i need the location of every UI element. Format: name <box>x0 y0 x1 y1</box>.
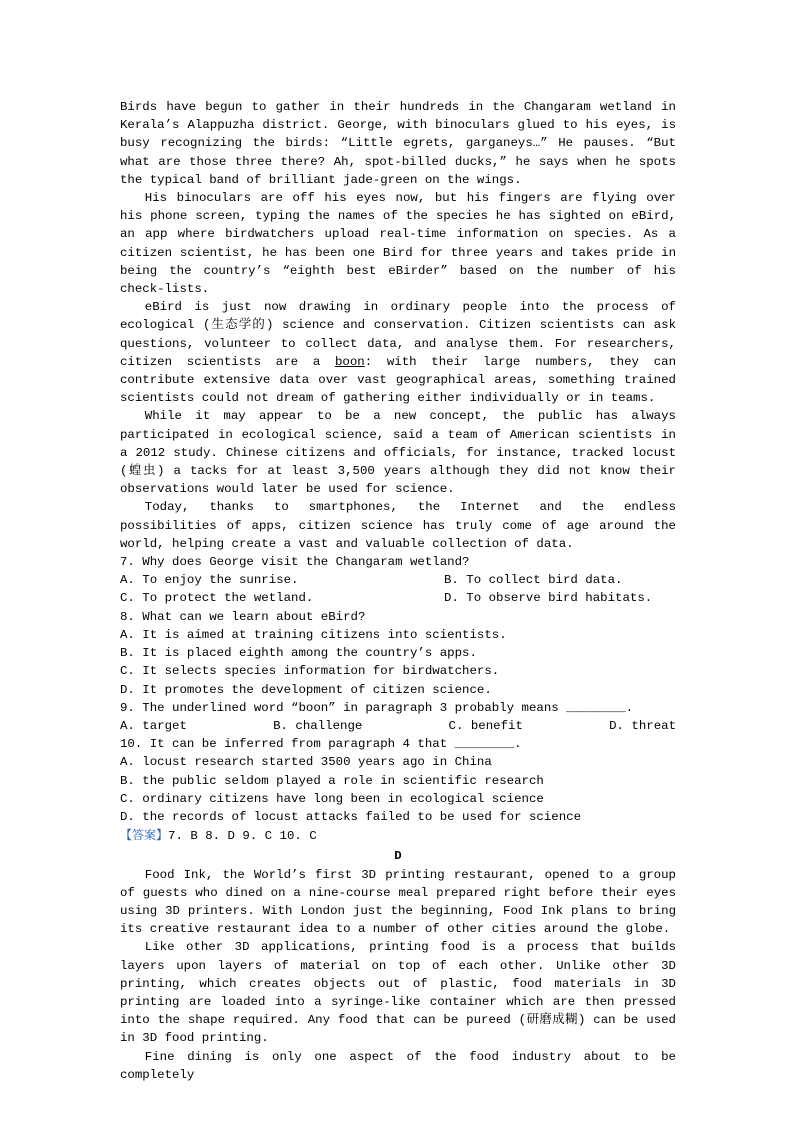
paragraph-3-text-before: eBird is just now drawing in ordinary people into the process of ecological (生态学的) science and conservation. Citizen scientists can ask questions, volunteer to collect data, and analyse them. For researchers, citizen scientists are a <box>120 300 676 369</box>
option-b: B. challenge <box>273 718 363 733</box>
option-d: D. To observe bird habitats. <box>444 591 653 606</box>
option-c: C. benefit <box>448 718 523 733</box>
section-heading: D <box>394 849 402 864</box>
underlined-word-boon: boon <box>334 354 365 369</box>
option-a: A. locust research started 3500 years ago in China <box>120 755 492 770</box>
option-b: B. To collect bird data. <box>444 573 623 588</box>
paragraph-3-text-after: : with their large numbers, they can contribute extensive data over vast geographical areas, something trained scientists could not dream of gathering either individually or in teams. <box>120 354 677 406</box>
passage-d-paragraph-1: Food Ink, the World’s first 3D printing restaurant, opened to a group of guests who dined on a nine-course meal prepared right before their eyes using 3D printers. With London just the beginning, Food Ink plans to bring its creative restaurant idea to a number of other cities around the globe. <box>120 867 676 937</box>
answer-tag: 【答案】 <box>120 828 169 843</box>
question-stem: 9. The underlined word “boon” in paragraph 3 probably means ________. <box>120 700 634 715</box>
passage-d-paragraph-2: Like other 3D applications, printing food is a process that builds layers upon layers of material on top of each other. Unlike other 3D printing, which creates objects out of plastic, food materials in 3D printing are loaded into a syringe-like container which are then pressed into the shape required. Any food that can be pureed (研磨成糊) can be used in 3D food printing. <box>120 940 676 1046</box>
question-8 <box>120 608 676 699</box>
option-c: C. To protect the wetland. <box>120 591 314 606</box>
options-row <box>120 589 676 607</box>
document-page <box>120 98 676 1084</box>
question-stem: 10. It can be inferred from paragraph 4 that ________. <box>120 737 522 752</box>
question-stem: 8. What can we learn about eBird? <box>120 609 366 624</box>
passage-c-paragraph-5: Today, thanks to smartphones, the Internet and the endless possibilities of apps, citizen science has truly come of age around the world, helping create a vast and valuable collection of data. <box>120 500 676 551</box>
option-d: D. the records of locust attacks failed to be used for science <box>120 809 582 824</box>
option-b: B. the public seldom played a role in scientific research <box>120 773 544 788</box>
question-9 <box>120 699 676 735</box>
option-c: C. ordinary citizens have long been in ecological science <box>120 791 544 806</box>
question-7 <box>120 553 676 608</box>
passage-c-paragraph-4: While it may appear to be a new concept, the public has always participated in ecological science, said a team of American scientists in a 2012 study. Chinese citizens and officials, for instance, tracked locust (蝗虫) a tacks for at least 3,500 years although they did not know their observations would later be used for science. <box>120 409 676 497</box>
option-a: A. target <box>120 718 187 733</box>
option-d: D. It promotes the development of citizen science. <box>120 682 492 697</box>
option-a: A. To enjoy the sunrise. <box>120 573 299 588</box>
answer-key <box>120 826 676 845</box>
passage-c-paragraph-3 <box>120 298 676 407</box>
passage-c-paragraph-2: His binoculars are off his eyes now, but his fingers are flying over his phone screen, typing the names of the species he has sighted on eBird, an app where birdwatchers upload real-time information on species. As a citizen scientist, he has been one Bird for three years and takes pride in being the country’s “eighth best eBirder” based on the number of his check-lists. <box>120 191 676 297</box>
option-b: B. It is placed eighth among the country’s apps. <box>120 646 477 661</box>
passage-c-paragraph-1: Birds have begun to gather in their hundreds in the Changaram wetland in Kerala’s Alappuzha district. George, with binoculars glued to his eyes, is busy recognizing the birds: “Little egrets, garganeys…” He pauses. “But what are those three there? Ah, spot-billed ducks,” he says when he spots the typical band of brilliant jade-green on the wings. <box>120 100 676 187</box>
question-stem: 7. Why does George visit the Changaram wetland? <box>120 555 470 570</box>
option-c: C. It selects species information for birdwatchers. <box>120 664 500 679</box>
options-row <box>120 571 676 589</box>
question-10 <box>120 735 676 826</box>
answer-text: 7. B 8. D 9. C 10. C <box>168 829 317 844</box>
options-row <box>120 717 676 735</box>
passage-d-paragraph-3: Fine dining is only one aspect of the food industry about to be completely <box>120 1049 676 1082</box>
option-a: A. It is aimed at training citizens into scientists. <box>120 627 507 642</box>
option-d: D. threat <box>609 718 676 733</box>
